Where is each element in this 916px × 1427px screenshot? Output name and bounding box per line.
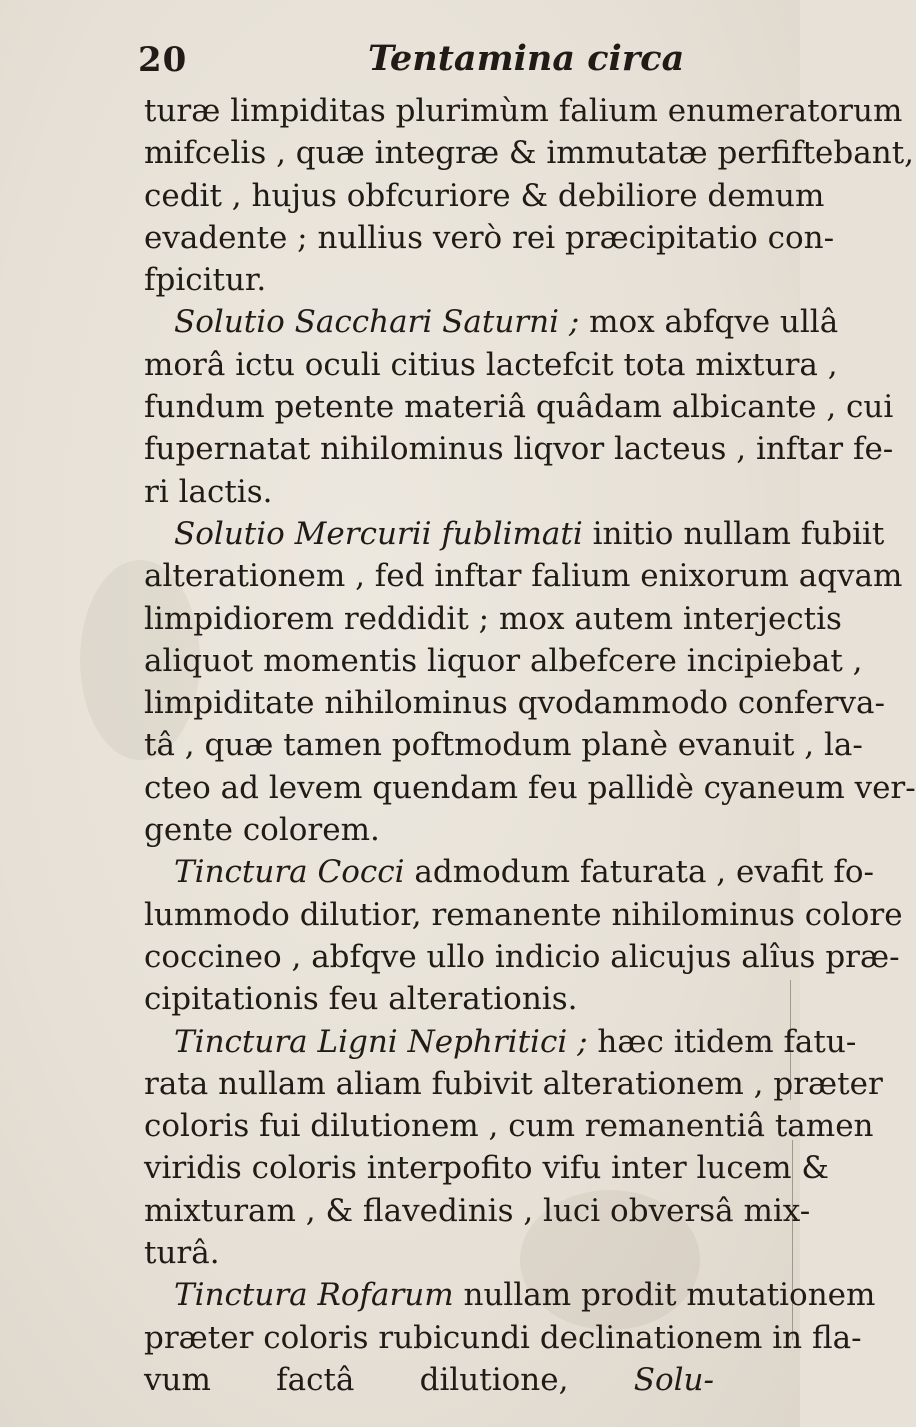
line-text: admodum faturata , evafit fo- (404, 854, 874, 891)
text-line (144, 809, 714, 851)
text-line (144, 175, 825, 217)
line-text: rata nullam aliam fubivit alterationem , præter (144, 1065, 883, 1102)
text-line (144, 1190, 811, 1232)
line-text: limpiditate nihilominus qvodammodo conferva- (144, 685, 885, 722)
text-line (144, 1359, 714, 1401)
catchword: Solu- (633, 1361, 714, 1398)
text-line (144, 513, 885, 555)
text-line (144, 1274, 876, 1316)
line-text: turâ. (144, 1235, 220, 1272)
line-text: evadente ; nullius verò rei præcipitatio con- (144, 219, 835, 256)
line-text: lummodo dilutior, remanente nihilominus colore (144, 896, 903, 933)
text-line (144, 132, 915, 174)
line-text: coccineo , abfqve ullo indicio alicujus alîus præ- (144, 938, 900, 975)
line-text: cipitationis feu alterationis. (144, 981, 578, 1018)
text-line (144, 1063, 883, 1105)
text-line (144, 1317, 862, 1359)
text-line (144, 386, 894, 428)
text-line (144, 259, 714, 301)
text-line (144, 640, 863, 682)
line-text: nullam prodit mutationem (453, 1277, 876, 1314)
line-text: morâ ictu oculi citius lactefcit tota mixtura , (144, 346, 838, 383)
italic-heading: Tinctura Ligni Nephritici ; (174, 1023, 588, 1060)
line-text: alterationem , fed inftar falium enixorum aqvam (144, 558, 903, 595)
text-line (144, 90, 903, 132)
text-line (144, 1105, 874, 1147)
text-line (144, 851, 874, 893)
line-text: turæ limpiditas plurimùm falium enumeratorum (144, 93, 903, 129)
text-line (144, 682, 885, 724)
line-text: coloris fui dilutionem , cum remanentiâ tamen (144, 1108, 874, 1145)
line-text: aliquot momentis liquor albefcere incipiebat , (144, 642, 863, 679)
text-line (144, 936, 900, 978)
line-text: fupernatat nihilominus liqvor lacteus , inftar fe- (144, 431, 894, 468)
line-text: vum factâ dilutione, (144, 1361, 569, 1398)
italic-heading: Tinctura Cocci (174, 854, 405, 891)
text-line (144, 344, 838, 386)
italic-heading: Solutio Mercurii fublimati (174, 515, 583, 552)
line-text: cedit , hujus obfcuriore & debiliore demum (144, 177, 825, 214)
text-line (144, 598, 842, 640)
italic-heading: Tinctura Rofarum (174, 1277, 454, 1314)
line-text: mifcelis , quæ integræ & immutatæ perfiftebant, (144, 135, 915, 172)
text-line (144, 894, 903, 936)
line-text: mox abfqve ullâ (579, 304, 839, 341)
line-text: hæc itidem fatu- (587, 1023, 857, 1060)
text-line (144, 1147, 829, 1189)
text-line (144, 978, 714, 1020)
line-text: cteo ad levem quendam feu pallidè cyaneum ver- (144, 769, 916, 806)
text-line (144, 471, 714, 513)
italic-heading: Solutio Sacchari Saturni ; (174, 304, 580, 341)
text-line (144, 767, 916, 809)
text-line (144, 428, 894, 470)
body-text (144, 90, 916, 1401)
line-text: viridis coloris interpofito vifu inter lucem & (144, 1150, 829, 1187)
text-line (144, 217, 835, 259)
text-line (144, 555, 903, 597)
line-text: tâ , quæ tamen poftmodum planè evanuit , la- (144, 727, 863, 764)
text-line (144, 1021, 857, 1063)
line-text: ri lactis. (144, 473, 273, 510)
line-text: fundum petente materiâ quâdam albicante , cui (144, 389, 894, 426)
line-text: præter coloris rubicundi declinationem in fla- (144, 1319, 862, 1356)
text-line (144, 301, 839, 343)
page-header (136, 36, 696, 86)
page-number: 20 (138, 40, 188, 80)
line-text: initio nullam fubiit (582, 515, 885, 552)
line-text: mixturam , & flavedinis , luci obversâ mix- (144, 1192, 811, 1229)
text-line (144, 1232, 714, 1274)
line-text: limpidiorem reddidit ; mox autem interjectis (144, 600, 842, 637)
running-head: Tentamina circa (368, 38, 685, 79)
line-text: fpicitur. (144, 262, 267, 299)
line-text: gente colorem. (144, 812, 380, 849)
text-line (144, 724, 863, 766)
